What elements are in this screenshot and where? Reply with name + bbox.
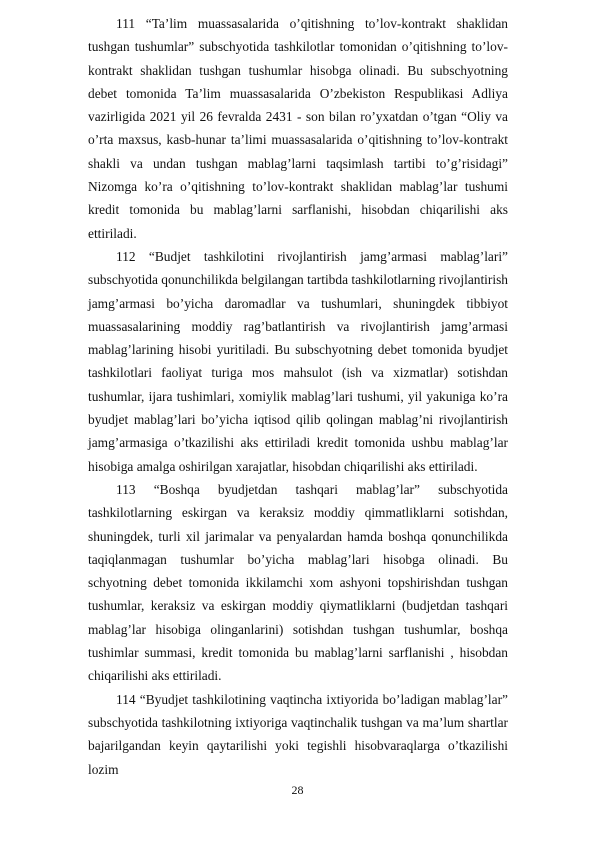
- page-number: 28: [291, 783, 304, 797]
- page-body: [88, 12, 508, 781]
- paragraph-112: 112 “Budjet tashkilotini rivojlantirish jamg’armasi mablag’lari” subschyotida qonunchilikda belgilangan tartibda tashkilotlarning rivojlantirish jamg’armasi bo’yicha daromadlar va tushumlari, shuningdek tibbiyot muassasalarining moddiy rag’batlantirish va rivojlantirish jamg’armasi mablag’larining hisobi yuritiladi. Bu subschyotning debet tomonida byudjet tashkilotlari faoliyat turiga mos mahsulot (ish va xizmatlar) sotishdan tushumlar, ijara tushimlari, xomiylik mablag’lari tushumi, yil yakuniga ko’ra byudjet mablag’lari bo’yicha iqtisod qilib qolingan mablag’ni rivojlantirish jamg’armasiga o’tkazilishi aks ettiriladi kredit tomonida ushbu mablag’lar hisobiga amalga oshirilgan xarajatlar, hisobdan chiqarilishi aks ettiriladi.: [88, 248, 508, 474]
- paragraph-113: 113 “Boshqa byudjetdan tashqari mablag’lar” subschyotida tashkilotlarning eskirgan va keraksiz moddiy qimmatliklarni sotishdan, shuningdek, turli xil jarimalar va penyalardan hamda boshqa qonunchilikda taqiqlanmagan tushumlar bo’yicha mablag’lari hisobga olinadi. Bu schyotning debet tomonida ikkilamchi xom ashyoni topshirishdan tushgan tushumlar, keraksiz va eskirgan moddiy qiymatliklarni (budjetdan tashqari mablag’lar hisobiga olinganlarini) sotishdan tushgan tushumlar, boshqa tushimlar summasi, kredit tomonida bu mablag’larni sarflanishi , hisobdan chiqarilishi aks ettiriladi.: [88, 481, 508, 684]
- paragraph-111: 111 “Ta’lim muassasalarida o’qitishning to’lov-kontrakt shaklidan tushgan tushumlar” subschyotida tashkilotlar tomonidan o’qitishning to’lov- kontrakt shaklidan tushgan tushumlar hisobga olinadi. Bu subschyotning debet tomonida Ta’lim muassasalarida O’zbekiston Respublikasi Adliya vazirligida 2021 yil 26 fevralda 2431 - son bilan ro’yxatdan o’tgan “Oliy va o’rta maxsus, kasb-hunar ta’limi muassasalarida o’qitishning to’lov-kontrakt shakli va undan tushgan mablag’larni taqsimlash tartibi to’g’risidagi” Nizomga ko’ra o’qitishning to’lov-kontrakt shaklidan mablag’lar tushumi kredit tomonida bu mablag’larni sarflanishi, hisobdan chiqarilishi aks ettiriladi.: [88, 16, 508, 241]
- paragraph-114: 114 “Byudjet tashkilotining vaqtincha ixtiyorida bo’ladigan mablag’lar” subschyotida tashkilotning ixtiyoriga vaqtinchalik tushgan va ma’lum shartlar bajarilgandan keyin qaytarilishi yoki tegishli hisobvaraqlarga o’tkazilishi lozim: [88, 691, 508, 777]
